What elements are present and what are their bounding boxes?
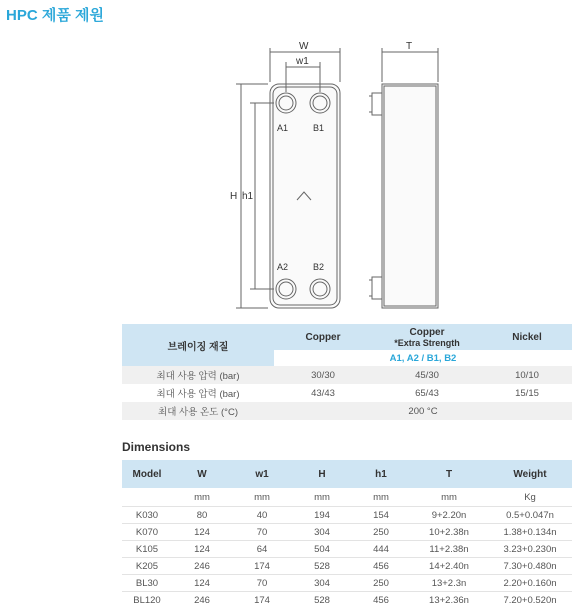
cell: 456	[352, 558, 410, 575]
cell: 7.20+0.520n	[488, 592, 572, 609]
table-row	[122, 575, 572, 592]
unit-cell: mm	[172, 488, 232, 507]
cell: 174	[232, 558, 292, 575]
cell: 444	[352, 541, 410, 558]
model-cell: K070	[122, 524, 172, 541]
cell: 13+2.36n	[410, 592, 488, 609]
cell: 528	[292, 592, 352, 609]
label-A1: A1	[277, 123, 289, 133]
cell: 43/43	[274, 384, 372, 402]
unit-cell: mm	[352, 488, 410, 507]
header-cell: W	[172, 460, 232, 488]
material-col-extra-line1: Copper	[409, 326, 445, 338]
table-row	[122, 524, 572, 541]
unit-cell: mm	[410, 488, 488, 507]
label-w1: w1	[296, 56, 309, 67]
cell: 124	[172, 575, 232, 592]
unit-cell: mm	[232, 488, 292, 507]
model-cell: K030	[122, 507, 172, 524]
cell: 64	[232, 541, 292, 558]
table-row	[122, 402, 572, 420]
label-A2: A2	[277, 262, 289, 272]
cell: 250	[352, 524, 410, 541]
cell: 3.23+0.230n	[488, 541, 572, 558]
material-header-label: 브레이징 재질	[122, 324, 274, 366]
cell: 65/43	[372, 384, 482, 402]
cell: 200 °C	[274, 402, 572, 420]
side-plate	[382, 84, 438, 308]
cell: 174	[232, 592, 292, 609]
header-cell: Weight	[488, 460, 572, 488]
cell: 70	[232, 575, 292, 592]
label-H: H	[230, 191, 238, 202]
label-B1: B1	[313, 123, 325, 133]
cell: 11+2.38n	[410, 541, 488, 558]
model-cell: BL30	[122, 575, 172, 592]
dimensions-table	[122, 460, 572, 608]
material-col-extra	[372, 324, 482, 350]
model-cell: BL120	[122, 592, 172, 609]
cell: 7.30+0.480n	[488, 558, 572, 575]
cell: 304	[292, 524, 352, 541]
cell: 15/15	[482, 384, 572, 402]
header-cell: w1	[232, 460, 292, 488]
cell: 14+2.40n	[410, 558, 488, 575]
table-row	[122, 558, 572, 575]
unit-cell: mm	[292, 488, 352, 507]
cell: 80	[172, 507, 232, 524]
row-label: 최대 사용 압력 (bar)	[122, 384, 274, 402]
unit-cell	[122, 488, 172, 507]
table-row	[122, 541, 572, 558]
header-cell: h1	[352, 460, 410, 488]
model-cell: K205	[122, 558, 172, 575]
cell: 13+2.3n	[410, 575, 488, 592]
cell: 2.20+0.160n	[488, 575, 572, 592]
cell: 194	[292, 507, 352, 524]
header-cell: T	[410, 460, 488, 488]
cell: 124	[172, 524, 232, 541]
row-label: 최대 사용 온도 (°C)	[122, 402, 274, 420]
cell: 45/30	[372, 366, 482, 384]
cell: 70	[232, 524, 292, 541]
cell: 10/10	[482, 366, 572, 384]
cell: 30/30	[274, 366, 372, 384]
cell: 246	[172, 558, 232, 575]
material-col-nickel: Nickel	[482, 324, 572, 350]
cell: 304	[292, 575, 352, 592]
label-T: T	[406, 41, 413, 52]
table-row	[122, 366, 572, 384]
table-row	[122, 384, 572, 402]
cell: 9+2.20n	[410, 507, 488, 524]
cell: 0.5+0.047n	[488, 507, 572, 524]
cell: 456	[352, 592, 410, 609]
cell: 124	[172, 541, 232, 558]
label-W: W	[299, 41, 309, 52]
cell: 528	[292, 558, 352, 575]
table-row	[122, 507, 572, 524]
header-cell: H	[292, 460, 352, 488]
dimensions-header-row	[122, 460, 572, 488]
cell: 40	[232, 507, 292, 524]
material-col-copper: Copper	[274, 324, 372, 350]
header-cell: Model	[122, 460, 172, 488]
material-col-extra-line2: *Extra Strength	[394, 337, 460, 348]
cell: 10+2.38n	[410, 524, 488, 541]
label-B2: B2	[313, 262, 325, 272]
cell: 1.38+0.134n	[488, 524, 572, 541]
dimensions-title: Dimensions	[122, 440, 191, 454]
model-cell: K105	[122, 541, 172, 558]
material-ports: A1, A2 / B1, B2	[274, 350, 572, 366]
cell: 504	[292, 541, 352, 558]
unit-cell: Kg	[488, 488, 572, 507]
cell: 250	[352, 575, 410, 592]
row-label: 최대 사용 압력 (bar)	[122, 366, 274, 384]
table-row	[122, 592, 572, 609]
cell: 154	[352, 507, 410, 524]
front-plate	[270, 84, 340, 308]
label-h1: h1	[242, 191, 254, 202]
page-title: HPC 제품 제원	[6, 7, 104, 24]
cell: 246	[172, 592, 232, 609]
units-row	[122, 488, 572, 507]
material-table	[122, 324, 572, 420]
